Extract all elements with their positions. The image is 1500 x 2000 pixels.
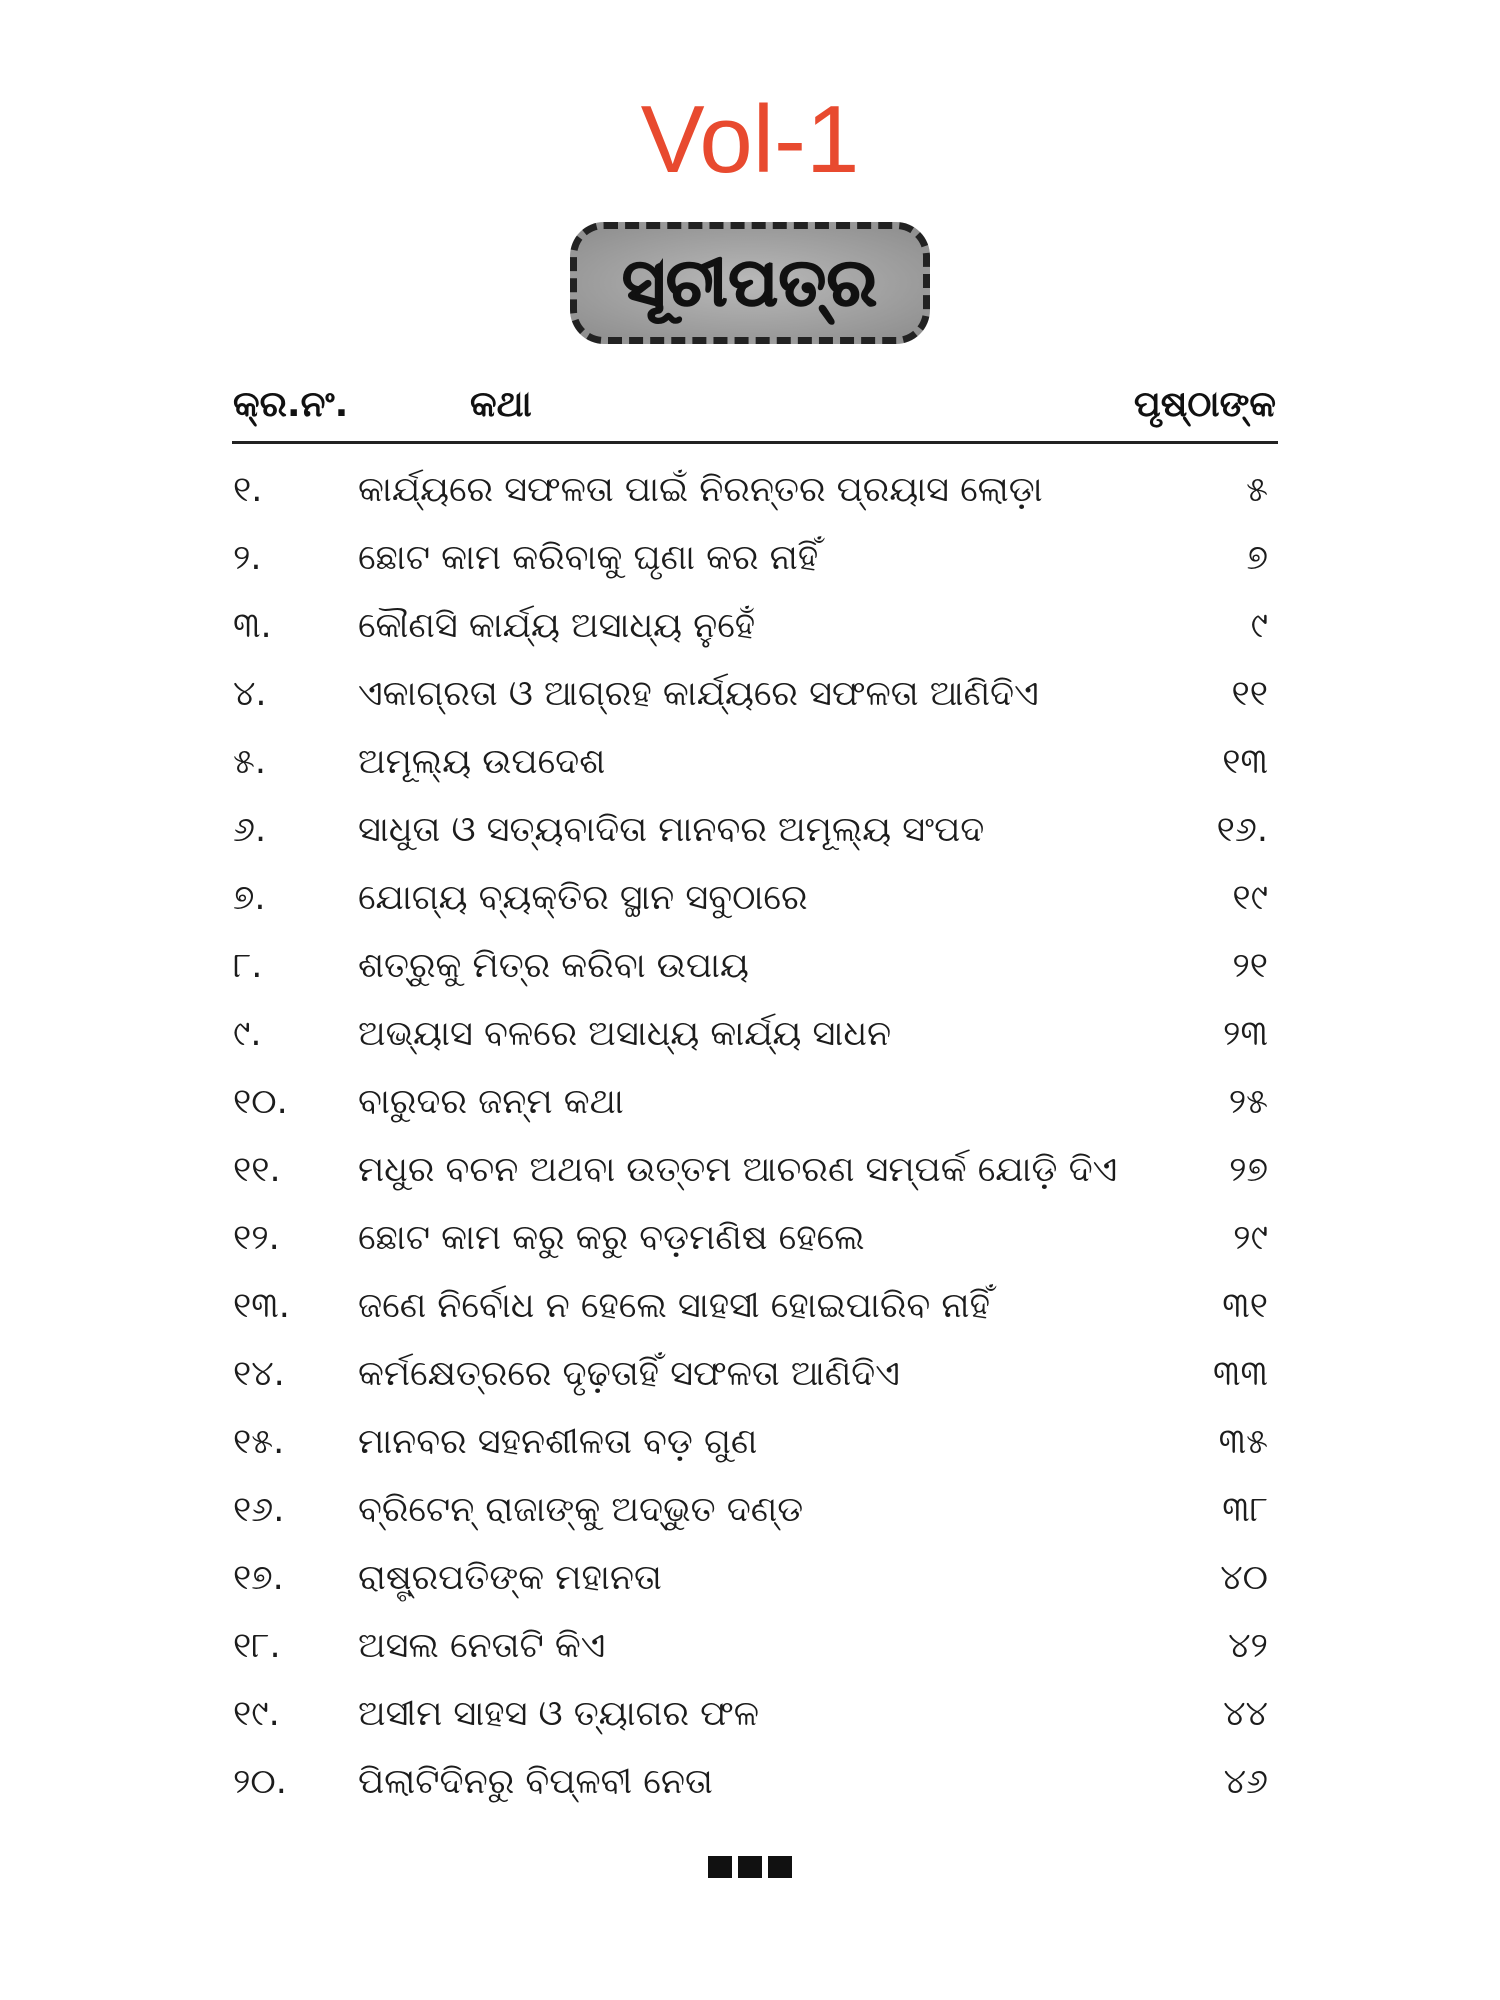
row-page-number: ୪୦ (1220, 1558, 1268, 1598)
row-page-number: ୧୩ (1222, 742, 1268, 782)
row-serial-number: ୧୩. (233, 1286, 290, 1326)
contents-row (0, 598, 1500, 666)
contents-row (0, 1210, 1500, 1278)
row-page-number: ୩୩ (1212, 1354, 1268, 1394)
column-header-serial: କ୍ର.ନଂ. (233, 384, 349, 425)
row-story-title: କର୍ମକ୍ଷେତ୍ରରେ ଦୃଢ଼ତାହିଁ ସଫଳତା ଆଣିଦିଏ (358, 1354, 900, 1394)
row-story-title: ଅସୀମ ସାହସ ଓ ତ୍ୟାଗର ଫଳ (358, 1694, 759, 1734)
row-story-title: ବ୍ରିଟେନ୍ ରାଜାଙ୍କୁ ଅଦ୍ଭୁତ ଦଣ୍ଡ (358, 1490, 804, 1530)
row-serial-number: ୩. (233, 606, 272, 646)
row-story-title: ଯୋଗ୍ୟ ବ୍ୟକ୍ତିର ସ୍ଥାନ ସବୁଠାରେ (358, 878, 808, 918)
row-page-number: ୯ (1250, 606, 1268, 646)
contents-row (0, 1482, 1500, 1550)
row-story-title: ଅସଲ ନେତାଟି କିଏ (358, 1626, 606, 1666)
row-serial-number: ୯. (233, 1014, 262, 1054)
row-story-title: ସାଧୁତା ଓ ସତ୍ୟବାଦିତା ମାନବର ଅମୂଲ୍ୟ ସଂପଦ (358, 810, 985, 850)
contents-row (0, 1142, 1500, 1210)
row-story-title: ଏକାଗ୍ରତା ଓ ଆଗ୍ରହ କାର୍ଯ୍ୟରେ ସଫଳତା ଆଣିଦିଏ (358, 674, 1039, 714)
row-serial-number: ୧୭. (233, 1558, 284, 1598)
row-serial-number: ୧୧. (233, 1150, 281, 1190)
row-page-number: ୨୩ (1223, 1014, 1268, 1054)
row-page-number: ୪୪ (1223, 1694, 1268, 1734)
contents-row (0, 1550, 1500, 1618)
row-story-title: କାର୍ଯ୍ୟରେ ସଫଳତା ପାଇଁ ନିରନ୍ତର ପ୍ରୟାସ ଲୋଡ଼ା (358, 470, 1043, 510)
end-mark-square (768, 1856, 792, 1878)
row-serial-number: ୫. (233, 742, 266, 782)
row-story-title: ଜଣେ ନିର୍ବୋଧ ନ ହେଲେ ସାହସୀ ହୋଇପାରିବ ନାହିଁ (358, 1286, 990, 1326)
column-header-page: ପୃଷ୍ଠାଙ୍କ (1133, 384, 1276, 425)
contents-heading-box (570, 222, 930, 344)
contents-row (0, 734, 1500, 802)
contents-row (0, 1346, 1500, 1414)
contents-row (0, 1074, 1500, 1142)
volume-label: Vol-1 (640, 86, 860, 193)
row-story-title: ପିଲାଟିଦିନରୁ ବିପ୍ଳବୀ ନେତା (358, 1762, 713, 1802)
contents-row (0, 938, 1500, 1006)
row-story-title: ବାରୁଦର ଜନ୍ମ କଥା (358, 1082, 624, 1122)
row-story-title: ଅଭ୍ୟାସ ବଳରେ ଅସାଧ୍ୟ କାର୍ଯ୍ୟ ସାଧନ (358, 1014, 892, 1054)
contents-row (0, 1278, 1500, 1346)
row-serial-number: ୧୪. (233, 1354, 285, 1394)
row-story-title: ଅମୂଲ୍ୟ ଉପଦେଶ (358, 742, 606, 782)
row-page-number: ୨୭ (1229, 1150, 1268, 1190)
row-serial-number: ୧୨. (233, 1218, 280, 1258)
contents-row (0, 1686, 1500, 1754)
row-story-title: ରାଷ୍ଟ୍ରପତିଙ୍କ ମହାନତା (358, 1558, 662, 1598)
contents-row (0, 1754, 1500, 1822)
row-serial-number: ୧୫. (233, 1422, 285, 1462)
row-story-title: ଶତ୍ରୁକୁ ମିତ୍ର କରିବା ଉପାୟ (358, 946, 749, 986)
row-page-number: ୨୯ (1233, 1218, 1268, 1258)
row-serial-number: ୧. (233, 470, 263, 510)
row-story-title: ମାନବର ସହନଶୀଳତା ବଡ଼ ଗୁଣ (358, 1422, 758, 1462)
contents-row (0, 802, 1500, 870)
row-page-number: ୩୮ (1222, 1490, 1268, 1530)
row-serial-number: ୨. (233, 538, 262, 578)
column-header-story: କଥା (470, 384, 532, 425)
row-page-number: ୩୫ (1218, 1422, 1268, 1462)
end-mark (0, 1856, 1500, 1878)
contents-row (0, 1618, 1500, 1686)
row-page-number: ୨୫ (1228, 1082, 1268, 1122)
row-page-number: ୧୬. (1216, 810, 1268, 850)
header-divider (232, 441, 1278, 444)
row-page-number: ୪୬ (1223, 1762, 1268, 1802)
row-page-number: ୩୧ (1222, 1286, 1268, 1326)
contents-row (0, 1006, 1500, 1074)
row-page-number: ୧୧ (1231, 674, 1268, 714)
row-page-number: ୪୨ (1228, 1626, 1268, 1666)
contents-list (0, 462, 1500, 1822)
contents-row (0, 1414, 1500, 1482)
contents-row (0, 666, 1500, 734)
row-serial-number: ୧୦. (233, 1082, 288, 1122)
contents-heading: ସୂଚୀପତ୍ର (622, 243, 878, 321)
row-serial-number: ୧୬. (233, 1490, 285, 1530)
row-story-title: ଛୋଟ କାମ କରୁ କରୁ ବଡ଼ମଣିଷ ହେଲେ (358, 1218, 865, 1258)
contents-row (0, 462, 1500, 530)
row-serial-number: ୨୦. (233, 1762, 287, 1802)
row-serial-number: ୧୯. (233, 1694, 280, 1734)
row-serial-number: ୧୮. (233, 1626, 281, 1666)
row-serial-number: ୬. (233, 810, 267, 850)
row-page-number: ୭ (1246, 538, 1268, 578)
row-story-title: ଛୋଟ କାମ କରିବାକୁ ଘୃଣା କର ନାହିଁ (358, 538, 819, 578)
contents-row (0, 870, 1500, 938)
row-serial-number: ୭. (233, 878, 266, 918)
row-serial-number: ୪. (233, 674, 267, 714)
end-mark-square (738, 1856, 762, 1878)
row-page-number: ୫ (1246, 470, 1268, 510)
row-page-number: ୧୯ (1232, 878, 1268, 918)
contents-row (0, 530, 1500, 598)
row-story-title: ମଧୁର ବଚନ ଅଥବା ଉତ୍ତମ ଆଚରଣ ସମ୍ପର୍କ ଯୋଡ଼ି ଦିଏ (358, 1150, 1118, 1190)
row-story-title: କୌଣସି କାର୍ଯ୍ୟ ଅସାଧ୍ୟ ନୁହେଁ (358, 606, 756, 646)
row-serial-number: ୮. (233, 946, 263, 986)
row-page-number: ୨୧ (1232, 946, 1268, 986)
end-mark-square (708, 1856, 732, 1878)
